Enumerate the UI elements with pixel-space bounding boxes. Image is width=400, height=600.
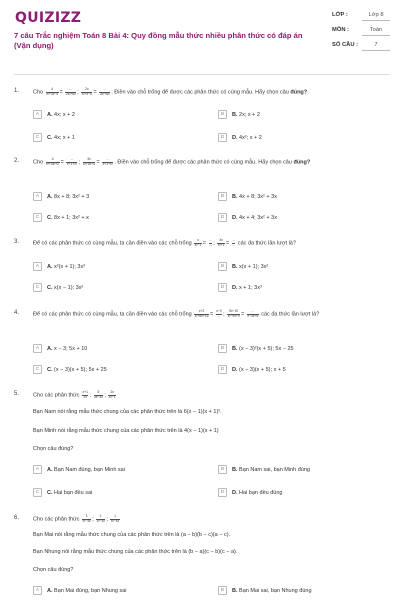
answer-option-b[interactable] (218, 343, 388, 354)
numerator: x+1 (82, 390, 88, 394)
fraction (209, 239, 213, 247)
grade-value: Lớp 8 (362, 12, 390, 21)
option-letter-box: D (218, 283, 227, 292)
grade-row (332, 12, 390, 21)
denominator: x²−1 (194, 242, 202, 247)
option-letter-box: B (218, 465, 227, 474)
subject-label: MÔN : (332, 27, 350, 33)
denominator: 2x²+6x (99, 91, 110, 96)
statement-line: Bạn Minh nói rằng mẫu thức chung của các phân thức trên là 4(x − 1)(x + 1) (33, 428, 219, 434)
fraction (46, 88, 59, 96)
numerator: ... (209, 238, 212, 242)
answer-option-a[interactable] (33, 109, 203, 120)
option-text: C. 8x + 1; 3x² + x (47, 214, 89, 221)
option-text: C. (x − 3)(x + 5); 5x + 25 (47, 366, 107, 373)
answer-option-a[interactable] (33, 464, 203, 475)
question-text: Để có các phân thức có cùng mẫu, ta cần điền vào các chỗ trống $\frac{x+2}{\text{x²+8x+15}}$ = $\frac{x-3}{...}$ ; $\frac{5x-10}{\text{x²−9x+9}}$ = $\frac{...}{x-3x+5}$ các đa thức lần lượt là? (33, 309, 320, 318)
prompt-line: Chọn câu đúng? (33, 567, 74, 573)
option-text: B. x(x + 1); 3x² (232, 263, 269, 270)
option-letter-box: B (218, 262, 227, 271)
option-text: B. (x − 3)²(x + 5); 5x − 25 (232, 345, 294, 352)
option-letter-box: D (218, 365, 227, 374)
question-number: 2. (14, 158, 20, 164)
fraction (83, 158, 96, 166)
question-emphasis: đúng? (293, 159, 311, 166)
numerator: x−3 (216, 309, 222, 313)
option-letter-box: C (33, 213, 42, 222)
fraction (194, 310, 209, 318)
answer-option-d[interactable] (218, 487, 388, 498)
option-letter-box: B (218, 110, 227, 119)
option-letter-box: C (33, 133, 42, 142)
option-letter-box: A (33, 192, 42, 201)
count-label: SỐ CÂU : (332, 42, 359, 48)
option-text: D. (x − 3)(x + 5); x + 5 (232, 366, 286, 373)
option-text: D. 4x²; x + 2 (232, 134, 262, 141)
numerator: 4 (46, 158, 60, 163)
answer-option-c[interactable] (33, 364, 203, 375)
question-prefix: Để có các phân thức có cùng mẫu, ta cần điền vào các chỗ trống (33, 311, 192, 318)
denominator: x²+4x+4 (83, 161, 95, 166)
question-prefix: Cho các phân thức (33, 516, 80, 523)
fraction (232, 239, 236, 247)
fraction (217, 239, 225, 247)
option-letter-box: C (33, 283, 42, 292)
numerator: 4 (46, 88, 59, 93)
numerator: 2x (81, 88, 92, 93)
answer-option-a[interactable] (33, 191, 203, 202)
numerator: ... (247, 310, 259, 315)
option-letter-box: B (218, 586, 227, 595)
question-text: Để có các phân thức có cùng mẫu, ta cần điền vào các chỗ trống $\frac{x}{\text{x²−1}}$ = $\frac{...}{...}$ ; $\frac{3x}{\text{x²+1}}$ = $\frac{...}{...}$ các đa thức lần lượt là? (33, 238, 296, 247)
denominator: x+1+x² (102, 161, 113, 166)
option-text: B. Bạn Nam sai, bạn Minh đúng (232, 466, 310, 473)
option-text: A. Bạn Nam đúng, bạn Minh sai (47, 466, 125, 473)
numerator: ... (65, 88, 76, 93)
denominator: ... (209, 242, 212, 247)
answer-option-d[interactable] (218, 364, 388, 375)
option-text: A. 4x; x + 2 (47, 111, 75, 118)
count-row (332, 42, 390, 51)
numerator: 2x (108, 391, 116, 396)
question-number: 3. (14, 239, 20, 245)
question-prefix: Cho (33, 159, 44, 166)
question-number: 5. (14, 391, 20, 397)
worksheet-header (0, 0, 400, 72)
question-prefix: Để có các phân thức có cùng mẫu, ta cần điền vào các chỗ trống (33, 240, 192, 247)
denominator: ... (232, 242, 235, 247)
answer-option-c[interactable] (33, 212, 203, 223)
option-letter-box: A (33, 344, 42, 353)
option-letter-box: A (33, 262, 42, 271)
fraction (102, 158, 113, 166)
denominator: x²−1 (108, 394, 116, 399)
option-text: A. x − 3; 5x + 10 (47, 345, 88, 352)
question-suffix: Điền vào chỗ trống để được các phân thức có cùng mẫu. Hãy chọn câu (114, 89, 289, 96)
answer-option-d[interactable] (218, 212, 388, 223)
question-text: Cho $\frac{4}{\text{x³+3x²+2}}$ = $\frac{...}{\text{x+1+x²}}$ ; $\frac{3x}{\text{x²+4x+4}}$ = $\frac{...}{\text{x+1+x²}}$ . Điền vào chỗ trống để được các phân thức có cùng mẫu. Hãy chọn câu đúng? (33, 157, 311, 166)
option-text: A. x²(x + 1); 3x³ (47, 263, 86, 270)
denominator: ... (217, 313, 221, 318)
option-letter-box: A (33, 465, 42, 474)
option-letter-box: D (218, 488, 227, 497)
answer-option-d[interactable] (218, 282, 388, 293)
numerator: ... (102, 158, 113, 163)
numerator: 3x (83, 158, 96, 163)
statement-line: Bạn Nam nói rằng mẫu thức chung của các phân thức trên là 6(x − 1)(x + 1)². (33, 409, 222, 415)
option-letter-box: A (33, 110, 42, 119)
option-text: D. Hai bạn đều đúng (232, 489, 283, 496)
fraction (81, 88, 92, 96)
question-number: 1. (14, 88, 20, 94)
answer-option-c[interactable] (33, 132, 203, 143)
question-text: Cho các phân thức $\frac{x+1}{2x}$ ; $\frac{5}{4x-3x}$ ; $\frac{2x}{\text{x²−1}}$ (33, 390, 116, 399)
numerator: ... (232, 238, 235, 242)
numerator: 3x (217, 239, 225, 244)
question-text: Cho $\frac{4}{\text{x²+3x−4}}$ = $\frac{...}{\text{2x²+6x}}$ ; $\frac{2x}{\text{x²+x−6}}$ = $\frac{...}{\text{2x²+6x}}$ . Điền vào chỗ trống để được các phân thức có cùng mẫu. Hãy chọn câu đúng? (33, 87, 308, 96)
denominator: x−3x+5 (247, 313, 259, 318)
option-text: C. 4x; x + 1 (47, 134, 75, 141)
option-letter-box: B (218, 344, 227, 353)
answer-option-c[interactable] (33, 487, 203, 498)
denominator: x²+8x+15 (194, 313, 209, 318)
numerator: 1 (96, 515, 105, 520)
option-letter-box: D (218, 133, 227, 142)
option-text: D. 4x + 4; 3x² + 3x (232, 214, 277, 221)
option-text: A. 8x + 8; 3x² + 3 (47, 193, 90, 200)
answer-option-a[interactable] (33, 585, 203, 596)
numerator: 5 (94, 391, 104, 396)
option-letter-box: D (218, 213, 227, 222)
denominator: x²+3x−4 (46, 91, 59, 96)
question-number: 6. (14, 515, 20, 521)
numerator: 5x−10 (229, 309, 239, 313)
answer-option-b[interactable] (218, 109, 388, 120)
fraction (216, 310, 222, 318)
answer-option-b[interactable] (218, 464, 388, 475)
statement-line: Bạn Mai nói rằng mẫu thức chung của các phân thức trên là (a − b)(b − c)(a − c). (33, 532, 231, 538)
option-text: D. x + 1; 3x³ (232, 284, 262, 291)
option-letter-box: B (218, 192, 227, 201)
fraction (247, 310, 259, 318)
denominator: x²−4x (96, 518, 105, 523)
question-emphasis: đúng? (290, 89, 308, 96)
fraction (108, 391, 116, 399)
option-text: A. Bạn Mai đúng, bạn Nhung sai (47, 587, 127, 594)
question-suffix: Điền vào chỗ trống để được các phân thức có cùng mẫu. Hãy chọn câu (117, 159, 292, 166)
option-text: B. 2x; x + 2 (232, 111, 260, 118)
denominator: x²+x−6 (81, 91, 92, 96)
answer-option-a[interactable] (33, 261, 203, 272)
option-letter-box: C (33, 488, 42, 497)
option-text: C. x(x − 1); 3x² (47, 284, 84, 291)
answer-option-b[interactable] (218, 191, 388, 202)
denominator: x²−9x+9 (227, 313, 240, 318)
statement-line: Bạn Nhung nói rằng mẫu thức chung của các phân thức trên là (b − a)(c − b)(c − a). (33, 549, 238, 555)
numerator: ... (99, 88, 110, 93)
fraction (65, 88, 76, 96)
option-text: B. 4x + 8; 3x² + 3x (232, 193, 277, 200)
answer-option-a[interactable] (33, 343, 203, 354)
answer-option-d[interactable] (218, 132, 388, 143)
question-suffix: các đa thức lần lượt là? (261, 311, 320, 318)
numerator: ... (66, 158, 77, 163)
fraction (96, 515, 105, 523)
worksheet-title: 7 câu Trắc nghiệm Toán 8 Bài 4: Quy đồng mẫu thức nhiều phân thức có đáp án (Vận dụng) (14, 31, 303, 50)
fraction (227, 310, 240, 318)
fraction (82, 391, 88, 399)
subject-value: Toán (362, 27, 390, 36)
numerator: 1 (110, 515, 119, 520)
question-number: 4. (14, 310, 20, 316)
answer-option-c[interactable] (33, 282, 203, 293)
fraction (99, 88, 110, 96)
denominator: x²−4x (82, 518, 91, 523)
worksheet-meta (332, 12, 390, 57)
fraction (66, 158, 77, 166)
question-text: Cho các phân thức $\frac{1}{\text{x²−4x}}$ ; $\frac{1}{\text{x²−4x}}$ ; $\frac{1}{\text{x²−4x}}$ (33, 514, 120, 523)
fraction (94, 391, 104, 399)
numerator: x+2 (194, 310, 209, 315)
denominator: 4x−3x (94, 394, 103, 399)
fraction (46, 158, 60, 166)
prompt-line: Chọn câu đúng? (33, 446, 74, 452)
fraction (194, 239, 202, 247)
question-prefix: Cho các phân thức (33, 392, 80, 399)
numerator: 1 (82, 515, 91, 520)
denominator: x³+3x²+2 (46, 161, 60, 166)
fraction (110, 515, 119, 523)
option-text: C. Hai bạn đều sai (47, 489, 93, 496)
question-suffix: các đa thức lần lượt là? (237, 240, 296, 247)
denominator: x²−4x (110, 518, 120, 523)
denominator: x+1+x² (66, 161, 77, 166)
count-value: 7 (362, 42, 390, 51)
option-text: B. Bạn Mai sai, bạn Nhung đúng (232, 587, 312, 594)
header-divider (14, 74, 390, 75)
answer-option-b[interactable] (218, 261, 388, 272)
option-letter-box: A (33, 586, 42, 595)
denominator: 2x²+6x (65, 91, 76, 96)
subject-row (332, 27, 390, 36)
option-letter-box: C (33, 365, 42, 374)
answer-option-b[interactable] (218, 585, 388, 596)
numerator: x (194, 239, 202, 244)
denominator: x²+1 (217, 242, 225, 247)
question-prefix: Cho (33, 89, 44, 96)
fraction (82, 515, 91, 523)
denominator: 2x (83, 394, 87, 399)
grade-label: LỚP : (332, 12, 348, 18)
quizizz-logo: QUIZIZZ (15, 10, 82, 26)
